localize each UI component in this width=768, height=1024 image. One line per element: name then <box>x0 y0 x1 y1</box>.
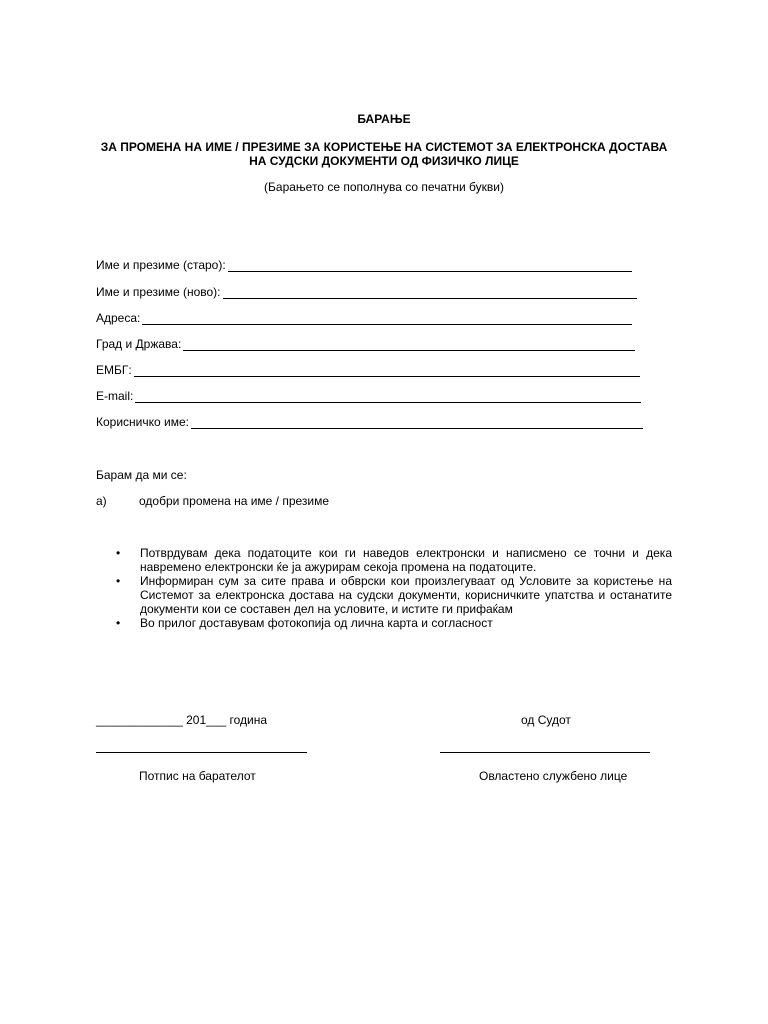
declarations-list <box>96 546 672 630</box>
field-embg-label: ЕМБГ: <box>96 363 132 377</box>
field-name-old[interactable] <box>96 258 632 272</box>
declaration-text: Потврдувам дека податоците кои ги наведов електронски и написмено се точни и дека навремено електронски ќе ја ажурирам секоја промена на податоците. <box>140 546 672 574</box>
field-name-old-label: Име и презиме (старо): <box>96 258 226 272</box>
field-username[interactable] <box>96 415 643 429</box>
declaration-text: Информиран сум за сите права и обврски кои произлегуваат од Условите за користење на Системот за електронска достава на судски документи, корисничките упатства и останатите документи кои се составен дел на условите, и истите ги прифаќам <box>140 574 672 616</box>
field-name-new-label: Име и презиме (ново): <box>96 285 221 299</box>
field-name-new[interactable] <box>96 285 637 299</box>
list-item <box>96 546 672 574</box>
document-title: БАРАЊЕ <box>357 112 411 126</box>
request-intro: Барам да ми се: <box>96 468 187 482</box>
field-username-label: Корисничко име: <box>96 415 189 429</box>
applicant-signature-label: Потпис на барателот <box>139 769 256 783</box>
field-name-new-line[interactable] <box>223 286 637 299</box>
field-email-line[interactable] <box>135 390 641 403</box>
bullet-icon: • <box>116 546 121 560</box>
field-name-old-line[interactable] <box>228 259 632 272</box>
request-item-text: одобри промена на име / презиме <box>139 494 330 508</box>
field-email-label: E-mail: <box>96 389 134 403</box>
field-address-line[interactable] <box>142 312 632 325</box>
field-address[interactable] <box>96 311 632 325</box>
field-city-country-label: Град и Држава: <box>96 337 182 351</box>
declaration-text: Во прилог доставувам фотокопија од лична карта и согласност <box>140 616 493 630</box>
field-city-country[interactable] <box>96 337 635 351</box>
list-item <box>96 574 672 616</box>
official-signature-line[interactable] <box>440 752 650 753</box>
document-note: (Барањето се пополнува со печатни букви) <box>264 180 504 194</box>
field-embg[interactable] <box>96 363 640 377</box>
official-signature-label: Овластено службено лице <box>479 769 628 783</box>
applicant-signature-line[interactable] <box>96 752 307 753</box>
document-subtitle-line1: ЗА ПРОМЕНА НА ИМЕ / ПРЕЗИМЕ ЗА КОРИСТЕЊЕ НА СИСТЕМОТ ЗА ЕЛЕКТРОНСКА ДОСТАВА <box>100 140 668 154</box>
court-label: од Судот <box>521 713 571 727</box>
field-email[interactable] <box>96 389 641 403</box>
bullet-icon: • <box>116 616 121 630</box>
request-item-marker: а) <box>96 494 107 508</box>
field-city-country-line[interactable] <box>183 338 635 351</box>
field-username-line[interactable] <box>191 416 643 429</box>
document-subtitle-line2: НА СУДСКИ ДОКУМЕНТИ ОД ФИЗИЧКО ЛИЦЕ <box>249 154 519 168</box>
date-field[interactable]: _____________ 201___ година <box>96 713 267 727</box>
field-address-label: Адреса: <box>96 311 141 325</box>
bullet-icon: • <box>116 574 121 588</box>
list-item <box>96 616 672 630</box>
field-embg-line[interactable] <box>134 364 640 377</box>
